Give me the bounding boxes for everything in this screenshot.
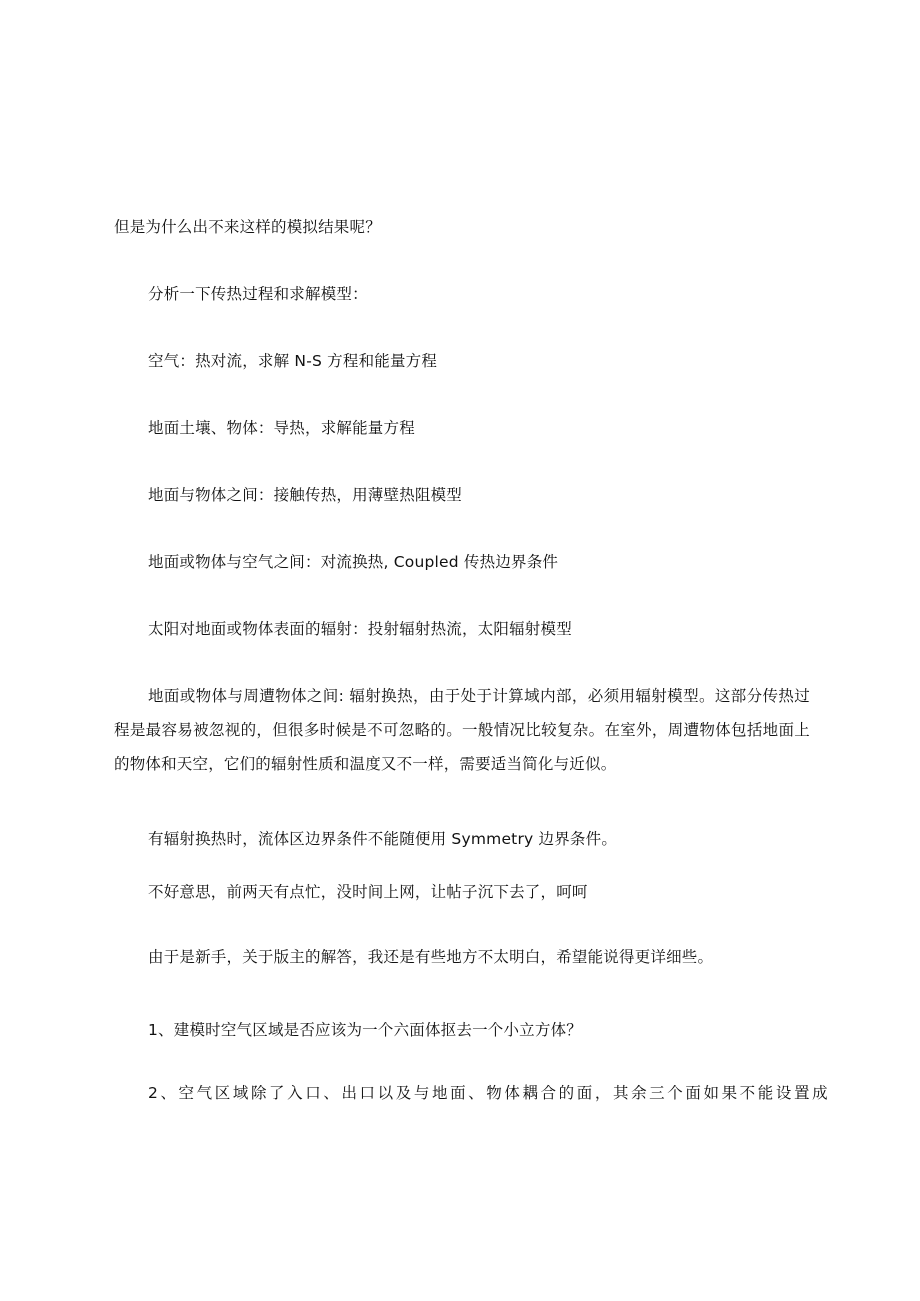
list-item: 地面或物体与空气之间：对流换热, Coupled 传热边界条件: [148, 553, 559, 571]
list-item: 空气：热对流，求解 N-S 方程和能量方程: [148, 352, 438, 370]
radiation-paragraph: 地面或物体与周遭物体之间: 辐射换热，由于处于计算域内部，必须用辐射模型。这部分传热过程是最容易被忽视的，但很多时候是不可忽略的。一般情况比较复杂。在室外，周遭物体包括地面上的物体和天空，它们的辐射性质和温度又不一样，需要适当简化与近似。: [114, 687, 810, 773]
symmetry-note: 有辐射换热时，流体区边界条件不能随便用 Symmetry 边界条件。: [148, 830, 618, 848]
analysis-intro: 分析一下传热过程和求解模型：: [148, 285, 368, 303]
list-item: 地面与物体之间：接触传热，用薄壁热阻模型: [148, 486, 463, 504]
question-item: 2、空气区域除了入口、出口以及与地面、物体耦合的面，其余三个面如果不能设置成: [148, 1084, 831, 1102]
list-item: 地面土壤、物体：导热，求解能量方程: [148, 419, 415, 437]
newbie-note: 由于是新手，关于版主的解答，我还是有些地方不太明白，希望能说得更详细些。: [148, 948, 714, 966]
question-line: 但是为什么出不来这样的模拟结果呢？: [114, 218, 381, 236]
list-item: 太阳对地面或物体表面的辐射：投射辐射热流，太阳辐射模型: [148, 620, 572, 638]
apology-line: 不好意思，前两天有点忙，没时间上网，让帖子沉下去了，呵呵: [148, 883, 588, 901]
question-item: 1、建模时空气区域是否应该为一个六面体抠去一个小立方体？: [148, 1021, 582, 1039]
